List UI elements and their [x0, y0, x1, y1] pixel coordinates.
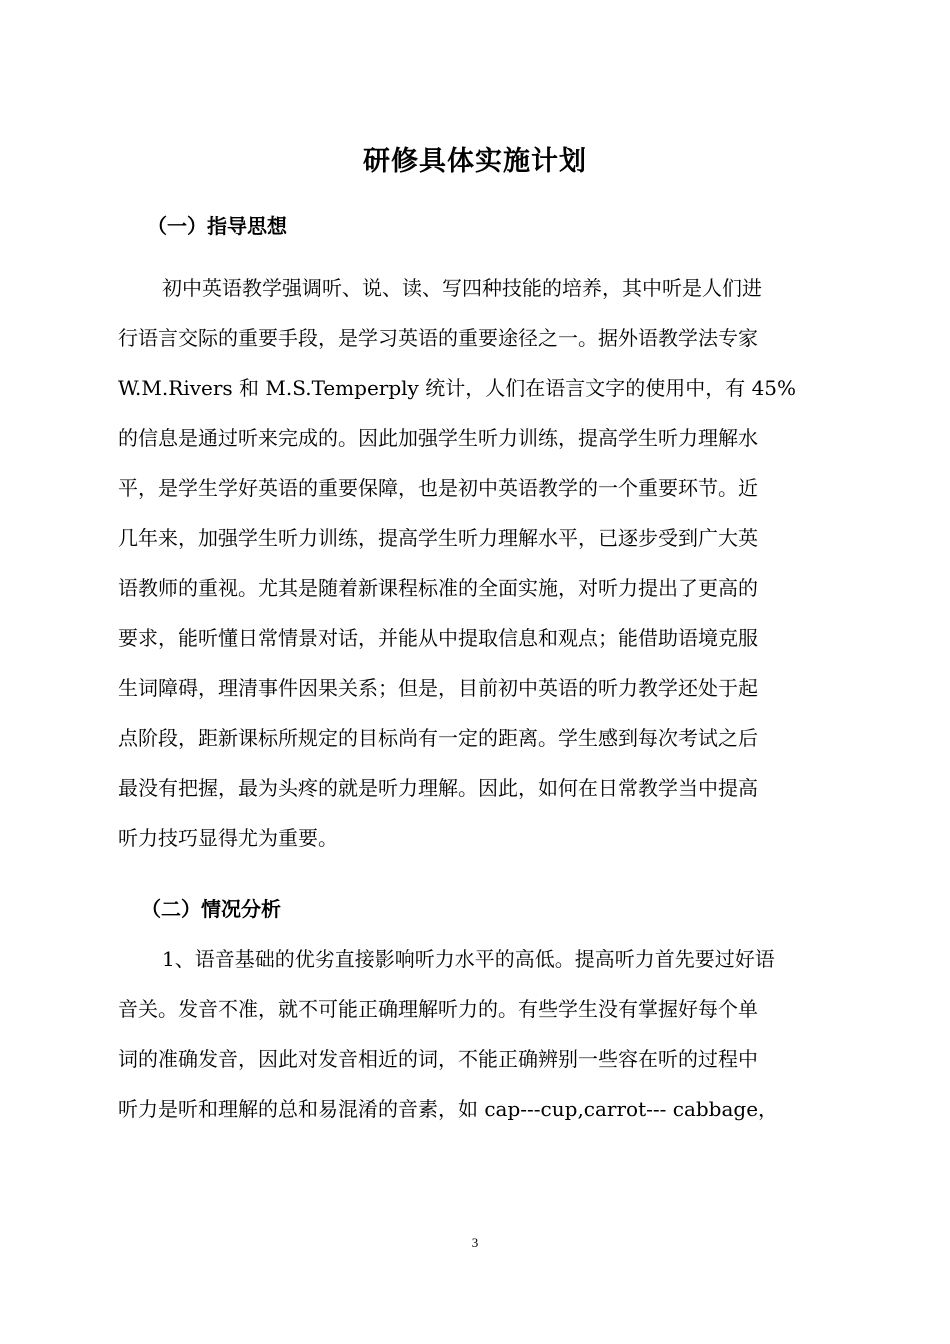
- paragraph-line: 要求，能听懂日常情景对话，并能从中提取信息和观点；能借助语境克服: [118, 626, 758, 650]
- paragraph-line: 音关。发音不准，就不可能正确理解听力的。有些学生没有掌握好每个单: [118, 997, 758, 1021]
- paragraph-line: 行语言交际的重要手段，是学习英语的重要途径之一。据外语教学法专家: [118, 326, 758, 350]
- section-heading-guiding-ideology: （一）指导思想: [147, 214, 287, 238]
- paragraph-line: 听力是听和理解的总和易混淆的音素，如 cap---cup,carrot--- cabbage，: [118, 1097, 779, 1121]
- paragraph-line: 平，是学生学好英语的重要保障，也是初中英语教学的一个重要环节。近: [118, 476, 758, 500]
- paragraph-line: 听力技巧显得尤为重要。: [118, 826, 338, 850]
- paragraph-line: 1、语音基础的优劣直接影响听力水平的高低。提高听力首先要过好语: [162, 947, 775, 971]
- paragraph-line: 词的准确发音，因此对发音相近的词，不能正确辨别一些容在听的过程中: [118, 1047, 758, 1071]
- page-title: 研修具体实施计划: [363, 146, 587, 177]
- paragraph-line: 语教师的重视。尤其是随着新课程标准的全面实施，对听力提出了更高的: [118, 576, 758, 600]
- paragraph-line: 点阶段，距新课标所规定的目标尚有一定的距离。学生感到每次考试之后: [118, 726, 758, 750]
- section-heading-situation-analysis: （二）情况分析: [141, 897, 281, 921]
- paragraph-line: 几年来，加强学生听力训练，提高学生听力理解水平，已逐步受到广大英: [118, 526, 758, 550]
- paragraph-line: 的信息是通过听来完成的。因此加强学生听力训练，提高学生听力理解水: [118, 426, 758, 450]
- paragraph-line: 初中英语教学强调听、说、读、写四种技能的培养，其中听是人们进: [162, 276, 762, 300]
- paragraph-line: W.M.Rivers 和 M.S.Temperply 统计，人们在语言文字的使用中，有 45%: [118, 376, 797, 400]
- paragraph-line: 最没有把握，最为头疼的就是听力理解。因此，如何在日常教学当中提高: [118, 776, 758, 800]
- page-number: 3: [471, 1235, 479, 1250]
- paragraph-line: 生词障碍，理清事件因果关系；但是，目前初中英语的听力教学还处于起: [118, 676, 758, 700]
